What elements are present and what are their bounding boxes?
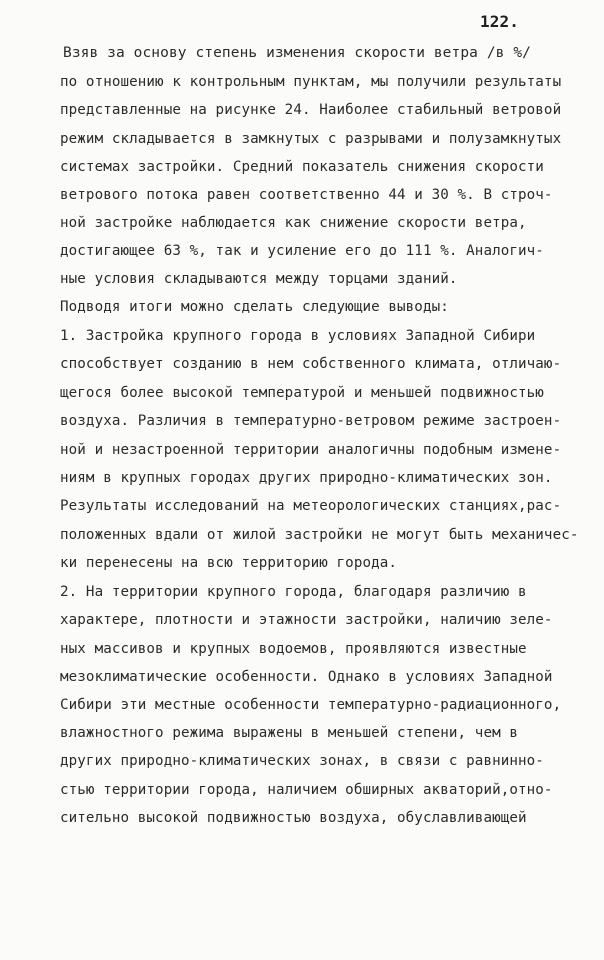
text-line: достигающее 63 %, так и усиление его до 111 %. Аналогич-	[60, 243, 544, 259]
text-line: ной застройке наблюдается как снижение скорости ветра,	[60, 215, 527, 231]
text-line: ки перенесены на всю территорию города.	[60, 555, 398, 571]
text-line: Результаты исследований на метеорологических станциях,рас-	[60, 498, 562, 514]
text-line: ветрового потока равен соответственно 44 и 30 %. В строч-	[60, 187, 553, 203]
text-line: воздуха. Различия в температурно-ветровом режиме застроен-	[60, 413, 562, 429]
text-line: Подводя итоги можно сделать следующие выводы:	[60, 299, 449, 315]
text-line: 1. Застройка крупного города в условиях Западной Сибири	[60, 328, 536, 344]
text-line: положенных вдали от жилой застройки не могут быть механичес-	[60, 527, 579, 543]
text-line: Взяв за основу степень изменения скорости ветра /в %/	[63, 45, 531, 61]
text-line: по отношению к контрольным пунктам, мы получили результаты	[60, 74, 562, 90]
text-line: влажностного режима выражены в меньшей степени, чем в	[60, 725, 519, 741]
text-line: ных массивов и крупных водоемов, проявляются известные	[60, 641, 527, 657]
page-number: 122.	[480, 12, 519, 31]
text-line: режим складывается в замкнутых с разрывами и полузамкнутых	[60, 131, 562, 147]
text-line: других природно-климатических зонах, в связи с равнинно-	[60, 753, 544, 769]
text-line: ниям в крупных городах других природно-климатических зон.	[60, 470, 553, 486]
text-line: способствует созданию в нем собственного климата, отличаю-	[60, 356, 562, 372]
text-line: сительно высокой подвижностью воздуха, обуславливающей	[60, 810, 527, 826]
text-line: 2. На территории крупного города, благодаря различию в	[60, 584, 527, 600]
text-line: представленные на рисунке 24. Наиболее стабильный ветровой	[60, 102, 562, 118]
text-line: ной и незастроенной территории аналогичны подобным измене-	[60, 442, 562, 458]
text-line: Сибири эти местные особенности температурно-радиационного,	[60, 697, 562, 713]
text-line: ные условия складываются между торцами зданий.	[60, 271, 458, 287]
text-line: системах застройки. Средний показатель снижения скорости	[60, 159, 544, 175]
text-line: щегося более высокой температурой и меньшей подвижностью	[60, 385, 544, 401]
text-line: стью территории города, наличием обширных акваторий,отно-	[60, 782, 553, 798]
text-line: характере, плотности и этажности застройки, наличию зеле-	[60, 612, 553, 628]
text-line: мезоклиматические особенности. Однако в условиях Западной	[60, 669, 553, 685]
